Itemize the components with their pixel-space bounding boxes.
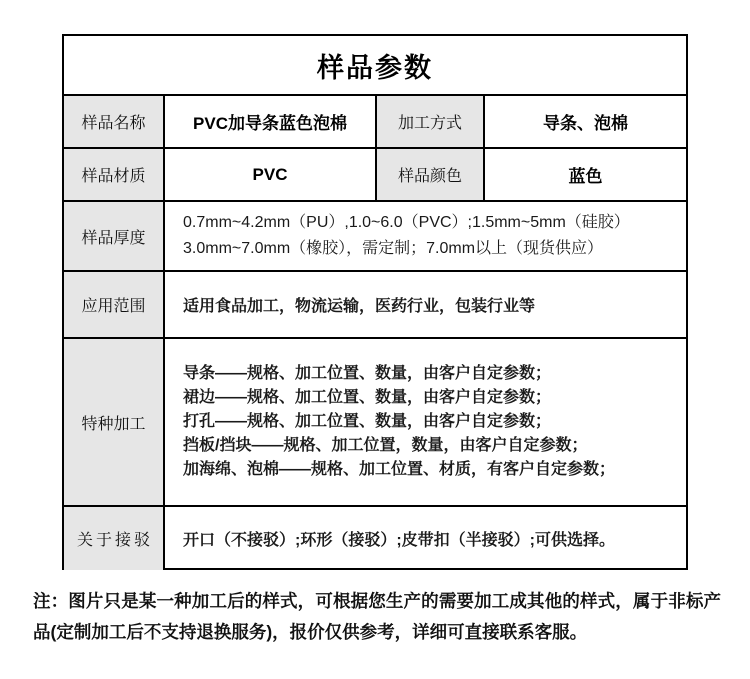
application-text: 适用食品加工，物流运输，医药行业，包装行业等 xyxy=(183,298,536,315)
value-splice xyxy=(165,507,686,570)
special-process-line-1: 导条——规格、加工位置、数量，由客户自定参数； xyxy=(183,365,552,382)
special-process-line-3: 打孔——规格、加工位置、数量，由客户自定参数； xyxy=(183,413,552,430)
table-row-thickness xyxy=(64,202,686,272)
sample-parameters-table xyxy=(62,34,688,570)
label-thickness: 样品厚度 xyxy=(64,202,165,270)
label-material: 样品材质 xyxy=(64,149,165,200)
special-process-line-5: 加海绵、泡棉——规格、加工位置、材质，有客户自定参数； xyxy=(183,461,616,478)
thickness-line-2: 3.0mm~7.0mm（橡胶），需定制；7.0mm以上（现货供应） xyxy=(183,240,604,257)
label-process-method: 加工方式 xyxy=(377,96,485,147)
label-special-process: 特种加工 xyxy=(64,339,165,505)
label-splice: 关于接驳 xyxy=(64,507,165,570)
special-process-line-4: 挡板/挡块——规格、加工位置，数量，由客户自定参数； xyxy=(183,437,588,454)
splice-text: 开口（不接驳）;环形（接驳）;皮带扣（半接驳）;可供选择。 xyxy=(183,532,615,549)
label-application: 应用范围 xyxy=(64,272,165,337)
table-title: 样品参数 xyxy=(317,52,433,83)
table-row-splice xyxy=(64,507,686,570)
value-material: PVC xyxy=(165,149,377,200)
value-special-process xyxy=(165,339,686,505)
thickness-line-1: 0.7mm~4.2mm（PU）,1.0~6.0（PVC）;1.5mm~5mm（硅胶） xyxy=(183,214,630,231)
label-color: 样品颜色 xyxy=(377,149,485,200)
label-sample-name: 样品名称 xyxy=(64,96,165,147)
footnote: 注：图片只是某一种加工后的样式，可根据您生产的需要加工成其他的样式，属于非标产品(定制加工后不支持退换服务)，报价仅供参考，详细可直接联系客服。 xyxy=(33,591,721,642)
value-process-method: 导条、泡棉 xyxy=(543,114,628,133)
table-row-material-color xyxy=(64,149,686,202)
special-process-line-2: 裙边——规格、加工位置、数量，由客户自定参数； xyxy=(183,389,552,406)
value-thickness xyxy=(165,202,686,270)
value-color: 蓝色 xyxy=(568,167,603,186)
value-sample-name: PVC加导条蓝色泡棉 xyxy=(165,96,377,147)
table-row-name-method xyxy=(64,96,686,149)
value-application xyxy=(165,272,686,337)
table-row-application xyxy=(64,272,686,339)
table-row-special-process xyxy=(64,339,686,507)
